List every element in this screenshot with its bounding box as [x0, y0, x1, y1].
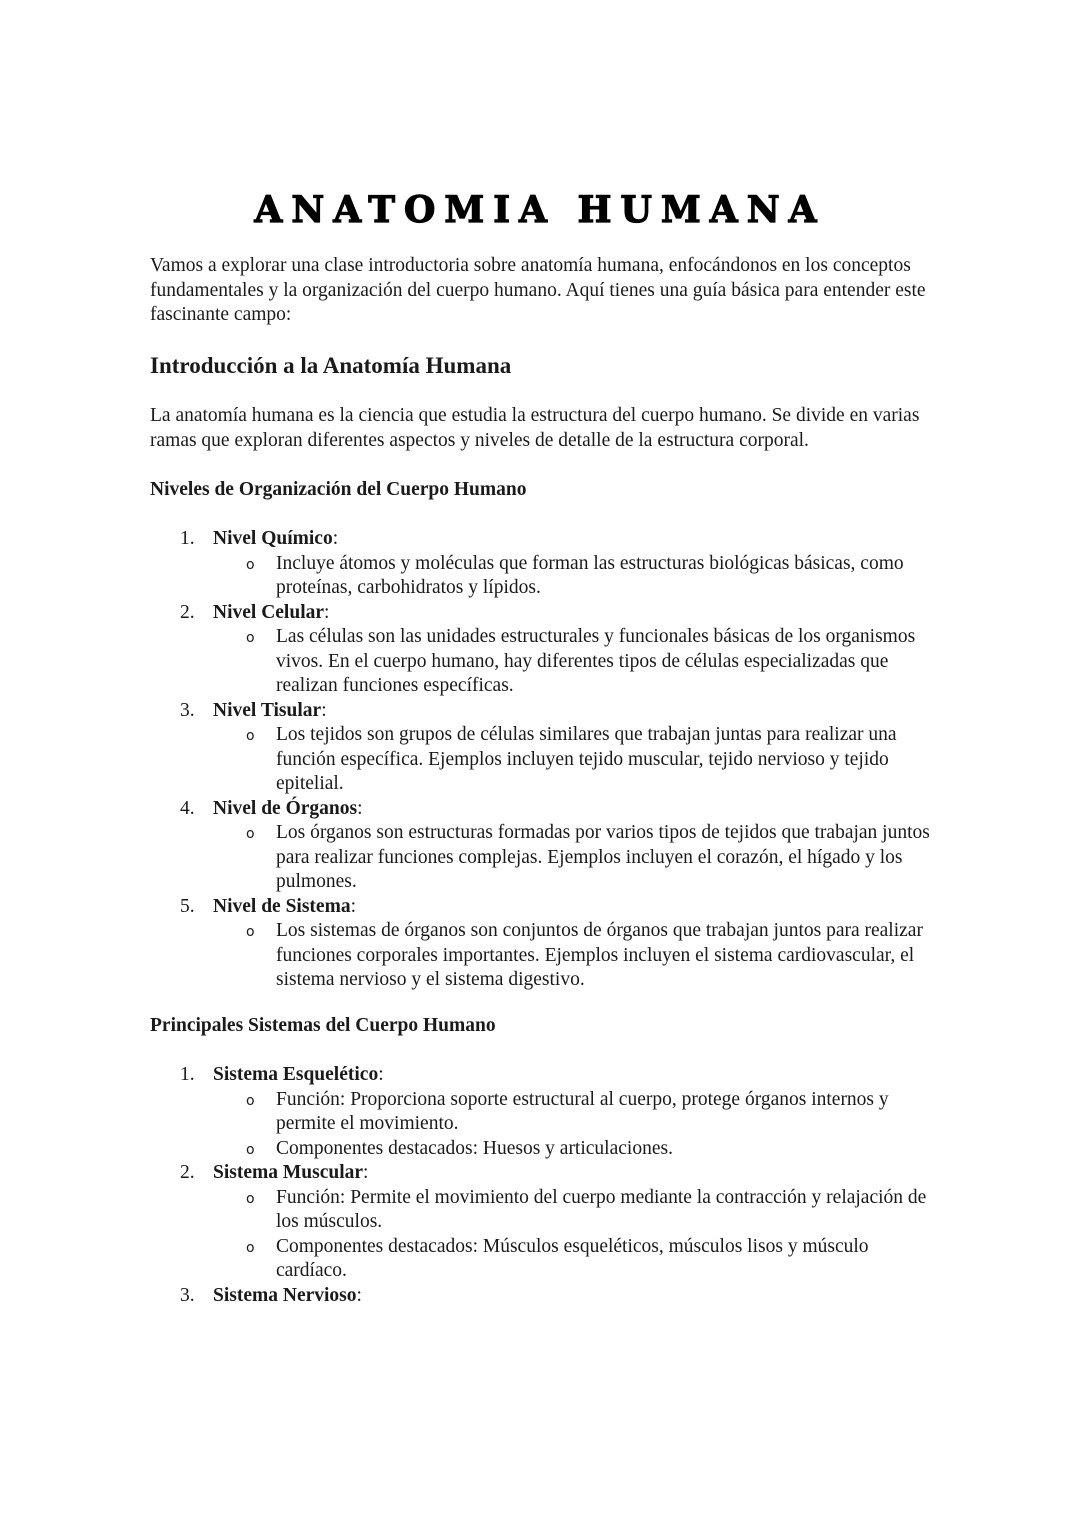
- sub-list-item: [150, 1186, 940, 1235]
- system-item-name: Sistema Esquelético: [213, 1064, 379, 1085]
- sub-list-item: [150, 552, 940, 601]
- section-heading-introduction: Introducción a la Anatomía Humana: [150, 353, 512, 378]
- circle-bullet-icon: o: [246, 924, 255, 940]
- sub-list: [150, 1186, 940, 1284]
- colon: :: [378, 1064, 384, 1085]
- circle-bullet-icon: o: [246, 728, 255, 744]
- sub-list-text: Función: Permite el movimiento del cuerpo mediante la contracción y relajación de los músculos.: [276, 1186, 927, 1232]
- level-item: [150, 527, 940, 601]
- system-item-name: Sistema Muscular: [213, 1162, 364, 1183]
- sub-list-item: [150, 1235, 940, 1284]
- circle-bullet-icon: o: [246, 1092, 255, 1109]
- list-number: 1.: [180, 1064, 195, 1085]
- list-number: 3.: [180, 1284, 195, 1306]
- systems-list: [150, 1063, 940, 1308]
- circle-bullet-icon: o: [246, 1239, 255, 1256]
- colon: :: [324, 601, 330, 623]
- section-heading-systems: Principales Sistemas del Cuerpo Humano: [150, 1015, 496, 1036]
- intro-paragraph: Vamos a explorar una clase introductoria sobre anatomía humana, enfocándonos en los conceptos fundamentales y la organización del cuerpo humano. Aquí tienes una guía básica para entender este fascinante campo:: [150, 255, 926, 325]
- list-number: 2.: [180, 1162, 195, 1183]
- sub-list-item: [150, 919, 940, 993]
- sub-list-item: [150, 1137, 940, 1162]
- list-number: 1.: [180, 528, 195, 549]
- sub-list: [150, 552, 940, 601]
- system-item-name: Sistema Nervioso: [213, 1284, 357, 1306]
- levels-list: [150, 527, 940, 993]
- level-item-name: Nivel de Órganos: [213, 797, 358, 819]
- sub-list-text: Las células son las unidades estructurales y funcionales básicas de los organismos vivos. En el cuerpo humano, hay diferentes tipos de células especializadas que realizan funciones específicas.: [276, 626, 916, 696]
- level-item-name: Nivel Tisular: [213, 699, 322, 721]
- sub-list-item: [150, 821, 940, 895]
- sub-list: [150, 625, 940, 699]
- section-heading-levels: Niveles de Organización del Cuerpo Humano: [150, 479, 527, 500]
- sub-list-text: Los sistemas de órganos son conjuntos de órganos que trabajan juntos para realizar funciones corporales importantes. Ejemplos incluyen el sistema cardiovascular, el sistema nervioso y el sistema digestivo.: [276, 920, 923, 990]
- sub-list-text: Componentes destacados: Huesos y articulaciones.: [276, 1137, 673, 1159]
- system-item: [150, 1063, 940, 1161]
- colon: :: [321, 699, 327, 721]
- sub-list: [150, 821, 940, 895]
- sub-list-item: [150, 1088, 940, 1137]
- sub-list-text: Los órganos son estructuras formadas por varios tipos de tejidos que trabajan juntos para realizar funciones complejas. Ejemplos incluyen el corazón, el hígado y los pulmones.: [276, 822, 930, 892]
- sub-list-text: Los tejidos son grupos de células similares que trabajan juntas para realizar una función específica. Ejemplos incluyen tejido muscular, tejido nervioso y tejido epitelial.: [276, 724, 897, 794]
- level-item: [150, 699, 940, 797]
- sub-list: [150, 1088, 940, 1162]
- level-item-name: Nivel Celular: [213, 601, 325, 623]
- sub-list-item: [150, 625, 940, 699]
- circle-bullet-icon: o: [246, 630, 255, 646]
- circle-bullet-icon: o: [246, 1141, 255, 1158]
- sub-list: [150, 723, 940, 797]
- sub-list: [150, 919, 940, 993]
- colon: :: [356, 1284, 362, 1306]
- level-item-heading: [150, 699, 940, 724]
- system-item: [150, 1161, 940, 1284]
- circle-bullet-icon: o: [246, 556, 255, 573]
- system-item-heading: [150, 1063, 940, 1088]
- list-number: 2.: [180, 601, 195, 623]
- colon: :: [332, 528, 339, 549]
- sub-list-text: Incluye átomos y moléculas que forman las estructuras biológicas básicas, como proteínas, carbohidratos y lípidos.: [276, 552, 904, 598]
- system-item: [150, 1284, 940, 1309]
- sub-list-item: [150, 723, 940, 797]
- list-number: 5.: [180, 895, 195, 917]
- level-item-heading: [150, 601, 940, 626]
- sub-list-text: Componentes destacados: Músculos esqueléticos, músculos lisos y músculo cardíaco.: [276, 1235, 869, 1281]
- level-item: [150, 895, 940, 993]
- level-item-heading: [150, 527, 940, 552]
- level-item-heading: [150, 895, 940, 920]
- level-item: [150, 601, 940, 699]
- system-item-heading: [150, 1161, 940, 1186]
- level-item-name: Nivel Químico: [213, 528, 333, 549]
- list-number: 4.: [180, 797, 195, 819]
- sub-list-text: Función: Proporciona soporte estructural al cuerpo, protege órganos internos y permite el movimiento.: [276, 1088, 889, 1134]
- list-number: 3.: [180, 699, 195, 721]
- colon: :: [357, 797, 363, 819]
- page-title: ANATOMIA HUMANA: [254, 189, 826, 231]
- system-item-heading: [150, 1284, 940, 1309]
- colon: :: [363, 1162, 369, 1183]
- level-item-name: Nivel de Sistema: [213, 895, 351, 917]
- level-item: [150, 797, 940, 895]
- introduction-paragraph: La anatomía humana es la ciencia que estudia la estructura del cuerpo humano. Se divide en varias ramas que exploran diferentes aspectos y niveles de detalle de la estructura corporal.: [150, 405, 920, 451]
- circle-bullet-icon: o: [246, 826, 255, 842]
- colon: :: [350, 895, 356, 917]
- circle-bullet-icon: o: [246, 1190, 255, 1207]
- level-item-heading: [150, 797, 940, 822]
